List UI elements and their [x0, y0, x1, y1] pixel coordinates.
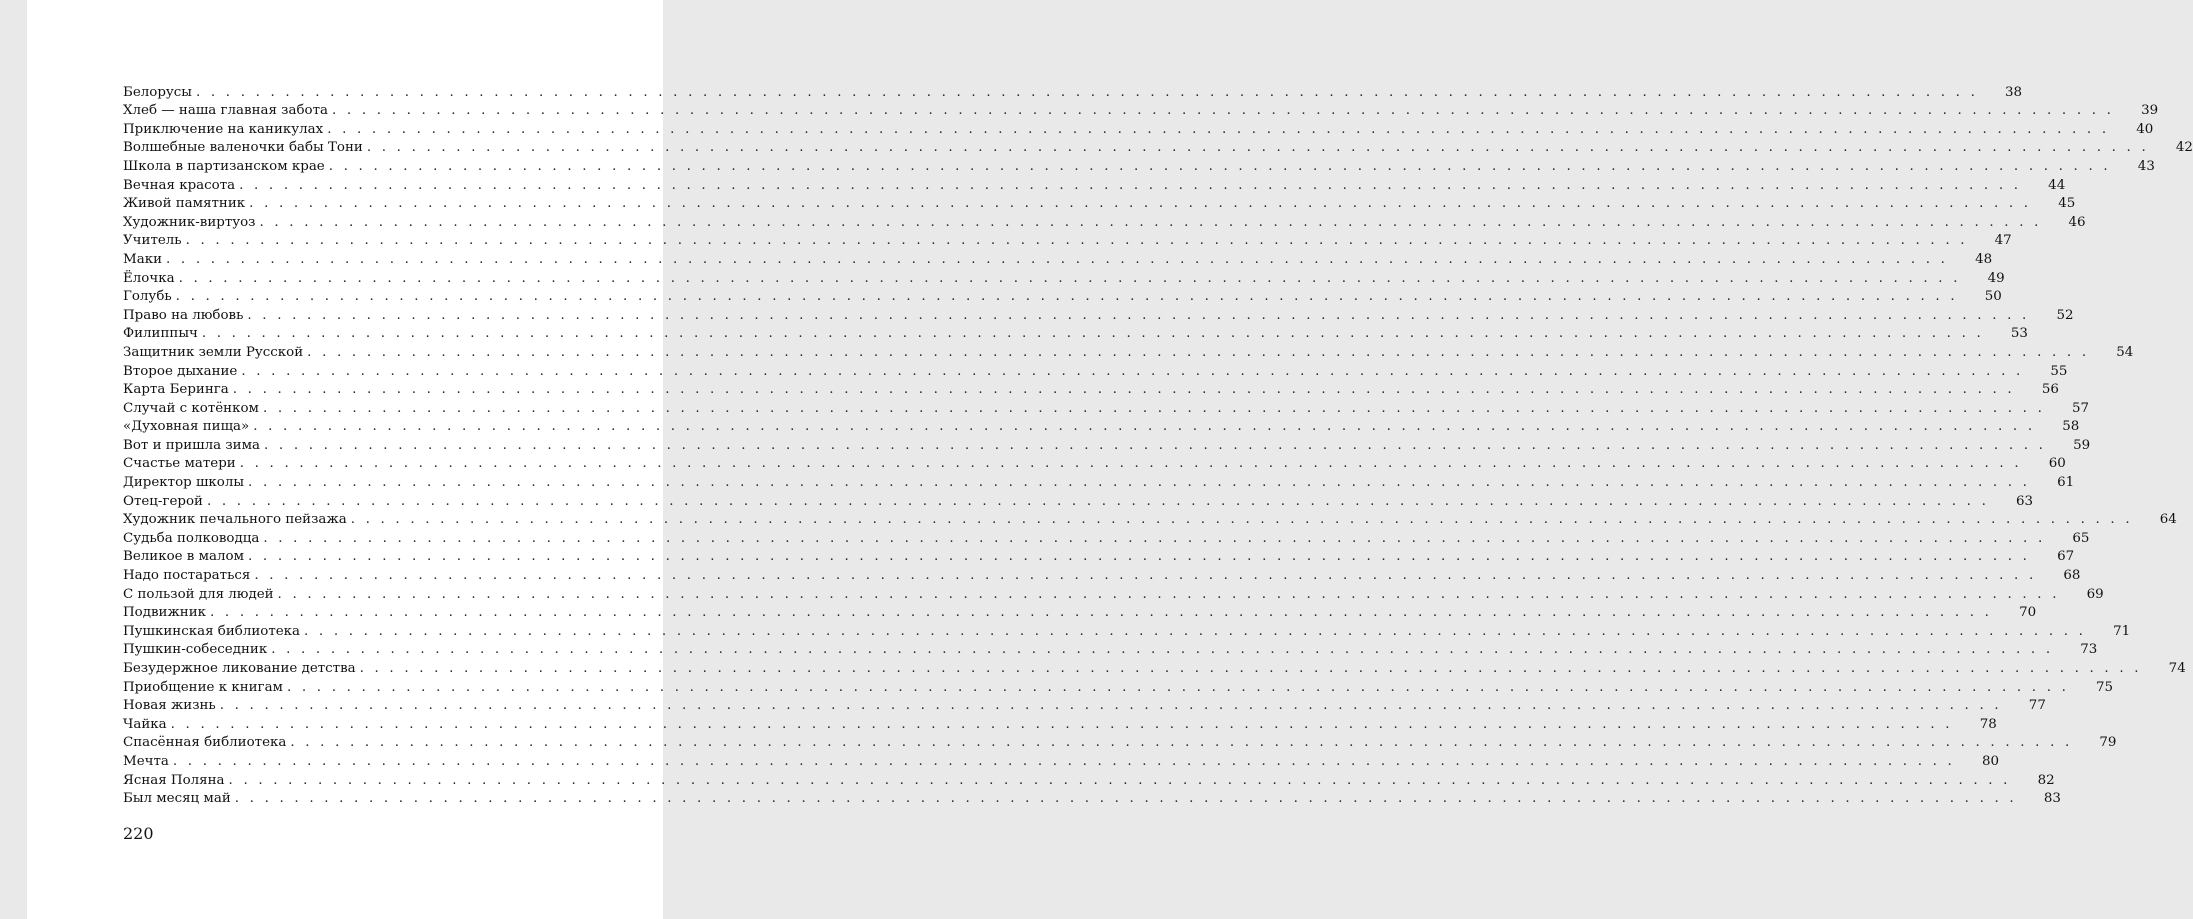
- toc-entry-page: 77: [2028, 698, 2046, 714]
- toc-entry: [123, 174, 2066, 193]
- toc-leader-dots: . . . . . . . . . . . . . . . . . . . . . . . . . . . . . . . . . . . . . . . . . . . . . . . . . . . . . . . . . . . . . . . . . . . . . . . . . . . . . . . . . . . . . . . . . . . . . . . . . . . . . . . . . . . . . . . . . . . . . . . .: [195, 84, 1979, 100]
- toc-entry: [123, 341, 2134, 360]
- toc-entry-title: Безудержное ликование детства: [123, 661, 356, 676]
- table-of-contents: [123, 81, 2193, 807]
- toc-leader-dots: . . . . . . . . . . . . . . . . . . . . . . . . . . . . . . . . . . . . . . . . . . . . . . . . . . . . . . . . . . . . . . . . . . . . . . . . . . . . . . . . . . . . . . . . . . . . . . . . . . . . . . . . . . . . . . . . . . . . . . . .: [247, 307, 2030, 323]
- toc-entry-page: 38: [2005, 84, 2023, 100]
- toc-leader-dots: . . . . . . . . . . . . . . . . . . . . . . . . . . . . . . . . . . . . . . . . . . . . . . . . . . . . . . . . . . . . . . . . . . . . . . . . . . . . . . . . . . . . . . . . . . . . . . . . . . . . . . . . . . . . . . . . . . . . . . . .: [277, 586, 2060, 602]
- toc-entry-title: Счастье матери: [123, 456, 236, 472]
- toc-entry: [123, 769, 2055, 788]
- toc-entry-page: 82: [2037, 772, 2055, 788]
- toc-leader-dots: . . . . . . . . . . . . . . . . . . . . . . . . . . . . . . . . . . . . . . . . . . . . . . . . . . . . . . . . . . . . . . . . . . . . . . . . . . . . . . . . . . . . . . . . . . . . . . . . . . . . . . . . . . . . . . . . . . . . . . . .: [239, 177, 2022, 193]
- toc-leader-dots: . . . . . . . . . . . . . . . . . . . . . . . . . . . . . . . . . . . . . . . . . . . . . . . . . . . . . . . . . . . . . . . . . . . . . . . . . . . . . . . . . . . . . . . . . . . . . . . . . . . . . . . . . . . . . . . . . . . . . . . .: [170, 716, 1953, 732]
- toc-entry: [123, 248, 1993, 267]
- toc-entry-page: 44: [2048, 177, 2066, 193]
- toc-leader-dots: . . . . . . . . . . . . . . . . . . . . . . . . . . . . . . . . . . . . . . . . . . . . . . . . . . . . . . . . . . . . . . . . . . . . . . . . . . . . . . . . . . . . . . . . . . . . . . . . . . . . . . . . . . . . . . . . . . . . . . . .: [254, 568, 2037, 584]
- toc-entry-title: Пушкинская библиотека: [123, 623, 301, 639]
- toc-entry-title: Право на любовь: [123, 307, 244, 323]
- toc-entry-page: 83: [2043, 791, 2061, 807]
- toc-leader-dots: . . . . . . . . . . . . . . . . . . . . . . . . . . . . . . . . . . . . . . . . . . . . . . . . . . . . . . . . . . . . . . . . . . . . . . . . . . . . . . . . . . . . . . . . . . . . . . . . . . . . . . . . . . . . . . . . . . . . . . . .: [264, 437, 2047, 453]
- toc-entry-title: Приобщение к книгам: [123, 679, 283, 695]
- toc-entry-page: 65: [2072, 530, 2090, 546]
- toc-entry-title: Учитель: [123, 233, 182, 249]
- toc-leader-dots: . . . . . . . . . . . . . . . . . . . . . . . . . . . . . . . . . . . . . . . . . . . . . . . . . . . . . . . . . . . . . . . . . . . . . . . . . . . . . . . . . . . . . . . . . . . . . . . . . . . . . . . . . . . . . . . . . . . . . . . .: [271, 642, 2054, 658]
- toc-entry-page: 64: [2159, 512, 2177, 528]
- toc-entry-title: Новая жизнь: [123, 698, 216, 714]
- toc-entry-title: Приключение на каникулах: [123, 121, 324, 137]
- toc-leader-dots: . . . . . . . . . . . . . . . . . . . . . . . . . . . . . . . . . . . . . . . . . . . . . . . . . . . . . . . . . . . . . . . . . . . . . . . . . . . . . . . . . . . . . . . . . . . . . . . . . . . . . . . . . . . . . . . . . . . . . . . .: [307, 344, 2090, 360]
- toc-leader-dots: . . . . . . . . . . . . . . . . . . . . . . . . . . . . . . . . . . . . . . . . . . . . . . . . . . . . . . . . . . . . . . . . . . . . . . . . . . . . . . . . . . . . . . . . . . . . . . . . . . . . . . . . . . . . . . . . . . . . . . . .: [185, 233, 1968, 249]
- toc-entry-title: Пушкин-собеседник: [123, 642, 268, 658]
- toc-entry-page: 69: [2086, 586, 2104, 602]
- page-number: 220: [123, 824, 154, 843]
- toc-leader-dots: . . . . . . . . . . . . . . . . . . . . . . . . . . . . . . . . . . . . . . . . . . . . . . . . . . . . . . . . . . . . . . . . . . . . . . . . . . . . . . . . . . . . . . . . . . . . . . . . . . . . . . . . . . . . . . . . . . . . . . . .: [327, 121, 2110, 137]
- toc-entry: [123, 193, 2076, 212]
- toc-entry: [123, 583, 2104, 602]
- toc-leader-dots: . . . . . . . . . . . . . . . . . . . . . . . . . . . . . . . . . . . . . . . . . . . . . . . . . . . . . . . . . . . . . . . . . . . . . . . . . . . . . . . . . . . . . . . . . . . . . . . . . . . . . . . . . . . . . . . . . . . . . . . .: [253, 419, 2036, 435]
- toc-leader-dots: . . . . . . . . . . . . . . . . . . . . . . . . . . . . . . . . . . . . . . . . . . . . . . . . . . . . . . . . . . . . . . . . . . . . . . . . . . . . . . . . . . . . . . . . . . . . . . . . . . . . . . . . . . . . . . . . . . . . . . . .: [219, 698, 2002, 714]
- toc-entry-title: Подвижник: [123, 605, 206, 621]
- toc-entry: [123, 788, 2061, 807]
- toc-entry-page: 67: [2057, 549, 2075, 565]
- toc-leader-dots: . . . . . . . . . . . . . . . . . . . . . . . . . . . . . . . . . . . . . . . . . . . . . . . . . . . . . . . . . . . . . . . . . . . . . . . . . . . . . . . . . . . . . . . . . . . . . . . . . . . . . . . . . . . . . . . . . . . . . . . .: [259, 214, 2042, 230]
- toc-entry-title: Мечта: [123, 753, 169, 769]
- toc-entry-page: 45: [2058, 196, 2076, 212]
- toc-entry: [123, 230, 2012, 249]
- toc-entry-title: Случай с котёнком: [123, 400, 259, 416]
- toc-entry-title: Карта Беринга: [123, 382, 229, 398]
- toc-entry-page: 71: [2113, 623, 2131, 639]
- toc-leader-dots: . . . . . . . . . . . . . . . . . . . . . . . . . . . . . . . . . . . . . . . . . . . . . . . . . . . . . . . . . . . . . . . . . . . . . . . . . . . . . . . . . . . . . . . . . . . . . . . . . . . . . . . . . . . . . . . . . . . . . . . .: [248, 549, 2031, 565]
- toc-entry: [123, 304, 2074, 323]
- toc-entry-page: 52: [2056, 307, 2074, 323]
- toc-entry-title: Волшебные валеночки бабы Тони: [123, 140, 363, 156]
- toc-entry-page: 73: [2080, 642, 2098, 658]
- toc-entry-page: 74: [2168, 661, 2186, 676]
- toc-leader-dots: . . . . . . . . . . . . . . . . . . . . . . . . . . . . . . . . . . . . . . . . . . . . . . . . . . . . . . . . . . . . . . . . . . . . . . . . . . . . . . . . . . . . . . . . . . . . . . . . . . . . . . . . . . . . . . . . . . . . . . . .: [304, 623, 2087, 639]
- toc-leader-dots: . . . . . . . . . . . . . . . . . . . . . . . . . . . . . . . . . . . . . . . . . . . . . . . . . . . . . . . . . . . . . . . . . . . . . . . . . . . . . . . . . . . . . . . . . . . . . . . . . . . . . . . . . . . . . . . . . . . . . . . .: [328, 158, 2111, 174]
- toc-entry-page: 80: [1981, 753, 1999, 769]
- toc-entry: [123, 750, 1999, 769]
- toc-entry: [123, 676, 2114, 695]
- toc-entry-title: Маки: [123, 251, 162, 267]
- toc-entry-page: 40: [2136, 121, 2154, 137]
- toc-leader-dots: . . . . . . . . . . . . . . . . . . . . . . . . . . . . . . . . . . . . . . . . . . . . . . . . . . . . . . . . . . . . . . . . . . . . . . . . . . . . . . . . . . . . . . . . . . . . . . . . . . . . . . . . . . . . . . . . . . . . . . . .: [286, 679, 2070, 695]
- toc-entry-title: Школа в партизанском крае: [123, 158, 325, 174]
- toc-leader-dots: . . . . . . . . . . . . . . . . . . . . . . . . . . . . . . . . . . . . . . . . . . . . . . . . . . . . . . . . . . . . . . . . . . . . . . . . . . . . . . . . . . . . . . . . . . . . . . . . . . . . . . . . . . . . . . . . . . . . . . . .: [201, 326, 1984, 342]
- toc-entry-page: 63: [2016, 493, 2034, 509]
- toc-entry: [123, 81, 2023, 100]
- toc-entry-page: 61: [2057, 475, 2075, 491]
- document-page: [27, 0, 2193, 919]
- toc-leader-dots: . . . . . . . . . . . . . . . . . . . . . . . . . . . . . . . . . . . . . . . . . . . . . . . . . . . . . . . . . . . . . . . . . . . . . . . . . . . . . . . . . . . . . . . . . . . . . . . . . . . . . . . . . . . . . . . . . . . . . . . .: [263, 530, 2046, 546]
- toc-entry: [123, 286, 2002, 305]
- toc-leader-dots: . . . . . . . . . . . . . . . . . . . . . . . . . . . . . . . . . . . . . . . . . . . . . . . . . . . . . . . . . . . . . . . . . . . . . . . . . . . . . . . . . . . . . . . . . . . . . . . . . . . . . . . . . . . . . . . . . . . . . . . .: [248, 475, 2031, 491]
- toc-entry-title: Чайка: [123, 716, 167, 732]
- toc-entry: [123, 602, 2037, 621]
- toc-entry: [123, 732, 2117, 751]
- toc-leader-dots: . . . . . . . . . . . . . . . . . . . . . . . . . . . . . . . . . . . . . . . . . . . . . . . . . . . . . . . . . . . . . . . . . . . . . . . . . . . . . . . . . . . . . . . . . . . . . . . . . . . . . . . . . . . . . . . . . . . . . . . .: [172, 753, 1955, 769]
- toc-entry-page: 46: [2068, 214, 2086, 230]
- toc-entry-page: 53: [2010, 326, 2028, 342]
- toc-entry-page: 58: [2062, 419, 2080, 435]
- toc-leader-dots: . . . . . . . . . . . . . . . . . . . . . . . . . . . . . . . . . . . . . . . . . . . . . . . . . . . . . . . . . . . . . . . . . . . . . . . . . . . . . . . . . . . . . . . . . . . . . . . . . . . . . . . . . . . . . . . . . . . . . . . .: [359, 661, 2142, 676]
- toc-entry: [123, 267, 2005, 286]
- toc-entry-page: 56: [2041, 382, 2059, 398]
- toc-entry-title: Директор школы: [123, 475, 245, 491]
- toc-entry: [123, 657, 2186, 676]
- toc-entry-page: 50: [1984, 289, 2002, 305]
- toc-entry-title: Белорусы: [123, 84, 192, 100]
- toc-entry-title: Великое в малом: [123, 549, 244, 565]
- toc-entry: [123, 490, 2034, 509]
- toc-leader-dots: . . . . . . . . . . . . . . . . . . . . . . . . . . . . . . . . . . . . . . . . . . . . . . . . . . . . . . . . . . . . . . . . . . . . . . . . . . . . . . . . . . . . . . . . . . . . . . . . . . . . . . . . . . . . . . . . . . . . . . . .: [232, 382, 2015, 398]
- toc-leader-dots: . . . . . . . . . . . . . . . . . . . . . . . . . . . . . . . . . . . . . . . . . . . . . . . . . . . . . . . . . . . . . . . . . . . . . . . . . . . . . . . . . . . . . . . . . . . . . . . . . . . . . . . . . . . . . . . . . . . . . . . .: [239, 456, 2022, 472]
- toc-entry: [123, 379, 2059, 398]
- toc-entry: [123, 713, 1997, 732]
- toc-entry: [123, 155, 2155, 174]
- toc-leader-dots: . . . . . . . . . . . . . . . . . . . . . . . . . . . . . . . . . . . . . . . . . . . . . . . . . . . . . . . . . . . . . . . . . . . . . . . . . . . . . . . . . . . . . . . . . . . . . . . . . . . . . . . . . . . . . . . . . . . . . . . .: [241, 363, 2024, 379]
- toc-leader-dots: . . . . . . . . . . . . . . . . . . . . . . . . . . . . . . . . . . . . . . . . . . . . . . . . . . . . . . . . . . . . . . . . . . . . . . . . . . . . . . . . . . . . . . . . . . . . . . . . . . . . . . . . . . . . . . . . . . . . . . . .: [206, 493, 1990, 509]
- toc-entry-title: Ёлочка: [123, 270, 175, 286]
- toc-entry-title: Судьба полководца: [123, 530, 260, 546]
- toc-entry: [123, 100, 2159, 119]
- toc-entry-page: 78: [1979, 716, 1997, 732]
- toc-entry-page: 59: [2073, 437, 2091, 453]
- toc-entry-page: 39: [2141, 103, 2159, 119]
- toc-entry: [123, 360, 2068, 379]
- toc-entry: [123, 434, 2091, 453]
- toc-entry-page: 42: [2175, 140, 2193, 156]
- toc-entry-page: 60: [2048, 456, 2066, 472]
- toc-entry-title: С пользой для людей: [123, 586, 274, 602]
- toc-leader-dots: . . . . . . . . . . . . . . . . . . . . . . . . . . . . . . . . . . . . . . . . . . . . . . . . . . . . . . . . . . . . . . . . . . . . . . . . . . . . . . . . . . . . . . . . . . . . . . . . . . . . . . . . . . . . . . . . . . . . . . . .: [350, 512, 2133, 528]
- toc-entry-title: Голубь: [123, 289, 172, 305]
- toc-entry-title: Вечная красота: [123, 177, 236, 193]
- toc-entry-page: 68: [2063, 568, 2081, 584]
- toc-entry-title: Спасённая библиотека: [123, 735, 287, 751]
- toc-entry-title: «Духовная пища»: [123, 419, 250, 435]
- toc-entry: [123, 416, 2080, 435]
- toc-entry-title: Филиппыч: [123, 326, 198, 342]
- toc-leader-dots: . . . . . . . . . . . . . . . . . . . . . . . . . . . . . . . . . . . . . . . . . . . . . . . . . . . . . . . . . . . . . . . . . . . . . . . . . . . . . . . . . . . . . . . . . . . . . . . . . . . . . . . . . . . . . . . . . . . . . . . .: [175, 289, 1958, 305]
- toc-leader-dots: . . . . . . . . . . . . . . . . . . . . . . . . . . . . . . . . . . . . . . . . . . . . . . . . . . . . . . . . . . . . . . . . . . . . . . . . . . . . . . . . . . . . . . . . . . . . . . . . . . . . . . . . . . . . . . . . . . . . . . . .: [249, 196, 2032, 212]
- toc-entry-page: 79: [2099, 735, 2117, 751]
- toc-entry-page: 43: [2137, 158, 2155, 174]
- toc-entry-title: Второе дыхание: [123, 363, 238, 379]
- toc-entry-page: 47: [1994, 233, 2012, 249]
- toc-entry: [123, 137, 2193, 156]
- toc-leader-dots: . . . . . . . . . . . . . . . . . . . . . . . . . . . . . . . . . . . . . . . . . . . . . . . . . . . . . . . . . . . . . . . . . . . . . . . . . . . . . . . . . . . . . . . . . . . . . . . . . . . . . . . . . . . . . . . . . . . . . . . .: [178, 270, 1961, 286]
- toc-leader-dots: . . . . . . . . . . . . . . . . . . . . . . . . . . . . . . . . . . . . . . . . . . . . . . . . . . . . . . . . . . . . . . . . . . . . . . . . . . . . . . . . . . . . . . . . . . . . . . . . . . . . . . . . . . . . . . . . . . . . . . . .: [332, 103, 2115, 119]
- toc-entry-page: 57: [2072, 400, 2090, 416]
- toc-entry-title: Надо постараться: [123, 568, 251, 584]
- toc-entry: [123, 397, 2090, 416]
- toc-entry-page: 49: [1987, 270, 2005, 286]
- toc-entry-page: 48: [1975, 251, 1993, 267]
- toc-entry: [123, 118, 2154, 137]
- toc-entry-title: Живой памятник: [123, 196, 246, 212]
- toc-entry-page: 75: [2096, 679, 2114, 695]
- toc-entry-title: Хлеб — наша главная забота: [123, 103, 328, 119]
- toc-leader-dots: . . . . . . . . . . . . . . . . . . . . . . . . . . . . . . . . . . . . . . . . . . . . . . . . . . . . . . . . . . . . . . . . . . . . . . . . . . . . . . . . . . . . . . . . . . . . . . . . . . . . . . . . . . . . . . . . . . . . . . . .: [166, 251, 1949, 267]
- toc-entry: [123, 695, 2046, 714]
- toc-leader-dots: . . . . . . . . . . . . . . . . . . . . . . . . . . . . . . . . . . . . . . . . . . . . . . . . . . . . . . . . . . . . . . . . . . . . . . . . . . . . . . . . . . . . . . . . . . . . . . . . . . . . . . . . . . . . . . . . . . . . . . . .: [210, 605, 1993, 621]
- toc-entry-title: Отец-герой: [123, 493, 203, 509]
- toc-entry: [123, 639, 2098, 658]
- toc-leader-dots: . . . . . . . . . . . . . . . . . . . . . . . . . . . . . . . . . . . . . . . . . . . . . . . . . . . . . . . . . . . . . . . . . . . . . . . . . . . . . . . . . . . . . . . . . . . . . . . . . . . . . . . . . . . . . . . . . . . . . . . .: [366, 140, 2149, 156]
- toc-entry-page: 54: [2116, 344, 2134, 360]
- toc-entry-page: 55: [2050, 363, 2068, 379]
- toc-leader-dots: . . . . . . . . . . . . . . . . . . . . . . . . . . . . . . . . . . . . . . . . . . . . . . . . . . . . . . . . . . . . . . . . . . . . . . . . . . . . . . . . . . . . . . . . . . . . . . . . . . . . . . . . . . . . . . . . . . . . . . . .: [262, 400, 2046, 416]
- toc-entry-title: Вот и пришла зима: [123, 437, 260, 453]
- toc-entry-title: Был месяц май: [123, 791, 231, 807]
- toc-entry: [123, 546, 2075, 565]
- toc-entry: [123, 471, 2075, 491]
- toc-entry-title: Защитник земли Русской: [123, 344, 304, 360]
- toc-leader-dots: . . . . . . . . . . . . . . . . . . . . . . . . . . . . . . . . . . . . . . . . . . . . . . . . . . . . . . . . . . . . . . . . . . . . . . . . . . . . . . . . . . . . . . . . . . . . . . . . . . . . . . . . . . . . . . . . . . . . . . . .: [228, 772, 2011, 788]
- toc-entry-title: Ясная Поляна: [123, 772, 225, 788]
- toc-entry: [123, 211, 2086, 230]
- toc-leader-dots: . . . . . . . . . . . . . . . . . . . . . . . . . . . . . . . . . . . . . . . . . . . . . . . . . . . . . . . . . . . . . . . . . . . . . . . . . . . . . . . . . . . . . . . . . . . . . . . . . . . . . . . . . . . . . . . . . . . . . . . .: [234, 791, 2017, 807]
- toc-entry-title: Художник печального пейзажа: [123, 512, 347, 528]
- toc-entry: [123, 564, 2081, 584]
- toc-leader-dots: . . . . . . . . . . . . . . . . . . . . . . . . . . . . . . . . . . . . . . . . . . . . . . . . . . . . . . . . . . . . . . . . . . . . . . . . . . . . . . . . . . . . . . . . . . . . . . . . . . . . . . . . . . . . . . . . . . . . . . . .: [290, 735, 2073, 751]
- toc-entry-title: Художник-виртуоз: [123, 214, 256, 230]
- toc-entry: [123, 527, 2090, 546]
- toc-entry: [123, 453, 2066, 472]
- toc-entry: [123, 620, 2131, 639]
- toc-entry: [123, 509, 2177, 528]
- toc-entry: [123, 323, 2028, 342]
- toc-entry-page: 70: [2019, 605, 2037, 621]
